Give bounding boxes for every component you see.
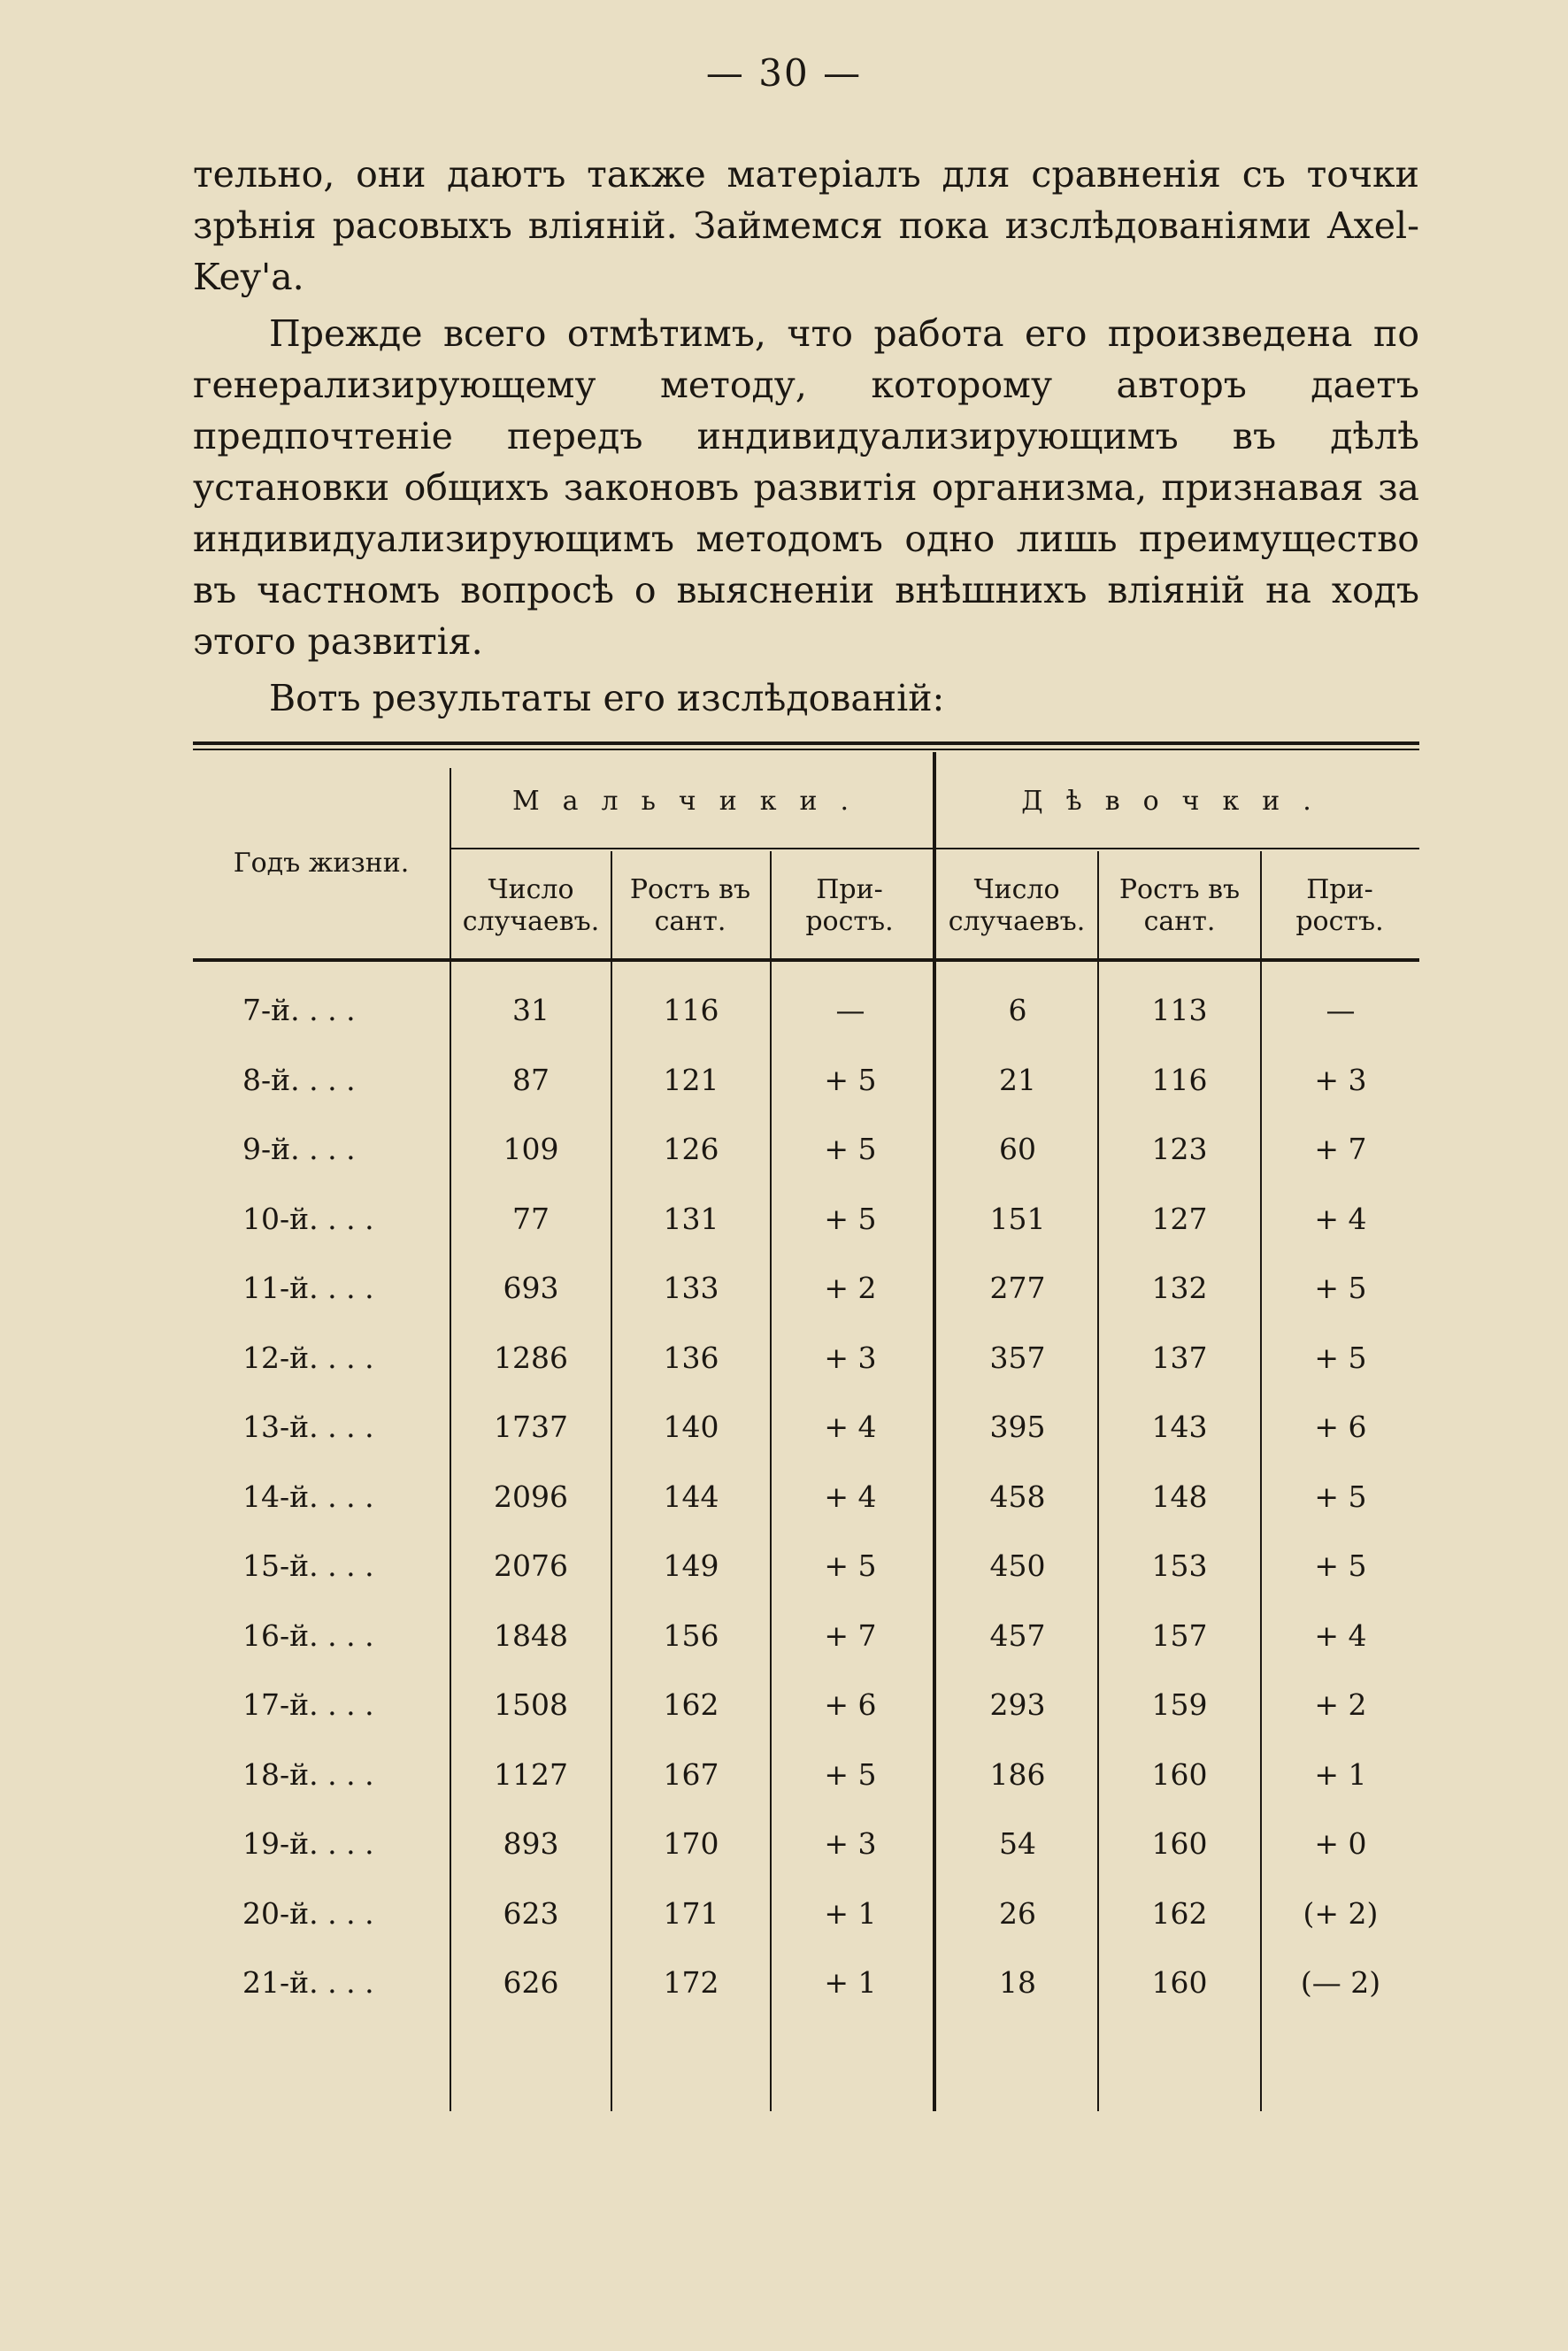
girls-growth-cell: + 0 <box>1314 1826 1367 1861</box>
table-row <box>193 993 1419 1037</box>
boys-height-cell: 126 <box>663 1132 719 1166</box>
table-row <box>193 1896 1419 1940</box>
table-row <box>193 1548 1419 1593</box>
table-row <box>193 1202 1419 1246</box>
year-cell: 9-й. . . . <box>242 1132 356 1166</box>
boys-height-cell: 116 <box>663 993 719 1027</box>
table-row <box>193 1618 1419 1663</box>
boys-cases-cell: 77 <box>512 1202 550 1236</box>
girls-growth-cell: (+ 2) <box>1303 1896 1379 1931</box>
girls-height-cell: 116 <box>1151 1063 1208 1097</box>
boys-growth-cell: + 2 <box>824 1271 877 1305</box>
girls-growth-header: При-ростъ. <box>1295 874 1384 937</box>
boys-cases-cell: 1286 <box>494 1341 568 1375</box>
girls-height-cell: 123 <box>1151 1132 1208 1166</box>
boys-cases-cell: 1127 <box>494 1757 568 1792</box>
boys-cases-cell: 109 <box>503 1132 559 1166</box>
girls-cases-cell: 457 <box>989 1618 1046 1653</box>
boys-height-cell: 170 <box>663 1826 719 1861</box>
girls-growth-cell: + 2 <box>1314 1687 1367 1722</box>
table-row <box>193 1826 1419 1871</box>
girls-cases-cell: 151 <box>989 1202 1046 1236</box>
boys-cases-cell: 2076 <box>494 1548 568 1583</box>
boys-height-cell: 133 <box>663 1271 719 1305</box>
boys-growth-cell: — <box>835 993 865 1027</box>
year-cell: 7-й. . . . <box>242 993 356 1027</box>
table-row <box>193 1687 1419 1732</box>
girls-growth-cell: + 5 <box>1314 1479 1367 1514</box>
girls-growth-cell: + 5 <box>1314 1271 1367 1305</box>
boys-height-cell: 140 <box>663 1410 719 1444</box>
girls-growth-cell: — <box>1326 993 1356 1027</box>
table-row <box>193 1271 1419 1315</box>
girls-cases-cell: 450 <box>989 1548 1046 1583</box>
body-text <box>193 149 1419 724</box>
girls-height-cell: 153 <box>1151 1548 1208 1583</box>
boys-cases-cell: 31 <box>512 993 550 1027</box>
year-cell: 21-й. . . . <box>242 1965 374 2000</box>
boys-growth-cell: + 5 <box>824 1202 877 1236</box>
boys-height-header: Ростъ въ сант. <box>629 874 751 937</box>
boys-growth-cell: + 5 <box>824 1063 877 1097</box>
year-cell: 19-й. . . . <box>242 1826 374 1861</box>
boys-growth-cell: + 3 <box>824 1826 877 1861</box>
girls-growth-cell: + 6 <box>1314 1410 1367 1444</box>
boys-growth-cell: + 6 <box>824 1687 877 1722</box>
girls-growth-cell: + 5 <box>1314 1548 1367 1583</box>
girls-height-cell: 127 <box>1151 1202 1208 1236</box>
girls-cases-cell: 54 <box>999 1826 1036 1861</box>
boys-height-cell: 171 <box>663 1896 719 1931</box>
boys-cases-cell: 693 <box>503 1271 559 1305</box>
year-cell: 12-й. . . . <box>242 1341 374 1375</box>
table-row <box>193 1341 1419 1385</box>
boys-height-cell: 167 <box>663 1757 719 1792</box>
girls-growth-cell: + 4 <box>1314 1618 1367 1653</box>
girls-height-cell: 143 <box>1151 1410 1208 1444</box>
girls-cases-cell: 18 <box>999 1965 1036 2000</box>
boys-cases-cell: 87 <box>512 1063 550 1097</box>
year-cell: 15-й. . . . <box>242 1548 374 1583</box>
boys-growth-cell: + 4 <box>824 1410 877 1444</box>
girls-growth-cell: (— 2) <box>1300 1965 1381 2000</box>
boys-height-cell: 156 <box>663 1618 719 1653</box>
boys-growth-cell: + 3 <box>824 1341 877 1375</box>
girls-height-cell: 148 <box>1151 1479 1208 1514</box>
year-cell: 18-й. . . . <box>242 1757 374 1792</box>
page-number: — 30 — <box>705 51 863 95</box>
year-cell: 17-й. . . . <box>242 1687 374 1722</box>
table-top-rule <box>193 741 1419 745</box>
girls-growth-cell: + 1 <box>1314 1757 1367 1792</box>
boys-growth-cell: + 5 <box>824 1757 877 1792</box>
girls-height-cell: 160 <box>1151 1757 1208 1792</box>
height-table <box>193 741 1419 2111</box>
girls-cases-cell: 21 <box>999 1063 1036 1097</box>
girls-cases-cell: 26 <box>999 1896 1036 1931</box>
table-row <box>193 1479 1419 1524</box>
table-header-rule <box>193 958 1419 962</box>
table-row <box>193 1132 1419 1176</box>
table-row <box>193 1063 1419 1107</box>
boys-cases-cell: 623 <box>503 1896 559 1931</box>
boys-growth-header: При-ростъ. <box>805 874 894 937</box>
paragraph-1: тельно, они даютъ также матеріалъ для сравненія съ точки зрѣнія расовыхъ вліяній. Займемся пока изслѣдованіями Axel-Key'а. <box>193 153 1419 298</box>
table-top-rule-2 <box>193 749 1419 750</box>
girls-growth-cell: + 4 <box>1314 1202 1367 1236</box>
boys-cases-cell: 893 <box>503 1826 559 1861</box>
girls-height-cell: 160 <box>1151 1965 1208 2000</box>
boys-growth-cell: + 4 <box>824 1479 877 1514</box>
boys-height-cell: 149 <box>663 1548 719 1583</box>
year-cell: 13-й. . . . <box>242 1410 374 1444</box>
boys-cases-cell: 1508 <box>494 1687 568 1722</box>
girls-cases-cell: 293 <box>989 1687 1046 1722</box>
boys-growth-cell: + 5 <box>824 1548 877 1583</box>
boys-header: Мальчики. <box>511 786 872 817</box>
paragraph-2: Прежде всего отмѣтимъ, что работа его произведена по генерализирующему методу, которому авторъ даетъ предпочтеніе передъ индивидуализирующимъ въ дѣлѣ установки общихъ законовъ развитія организма, признавая за индивидуализирующимъ методомъ одно лишь преимущество въ частномъ вопросѣ о выясненіи внѣшнихъ вліяній на ходъ этого развитія. <box>193 312 1419 663</box>
group-header-rule <box>451 848 1419 849</box>
girls-cases-cell: 186 <box>989 1757 1046 1792</box>
girls-height-cell: 132 <box>1151 1271 1208 1305</box>
girls-cases-cell: 357 <box>989 1341 1046 1375</box>
girls-cases-cell: 60 <box>999 1132 1036 1166</box>
girls-header: Дѣвочки. <box>1021 786 1334 817</box>
table-row <box>193 1410 1419 1454</box>
table-row <box>193 1757 1419 1802</box>
boys-height-cell: 162 <box>663 1687 719 1722</box>
year-header: Годъ жизни. <box>233 848 410 879</box>
boys-cases-cell: 626 <box>503 1965 559 2000</box>
year-cell: 11-й. . . . <box>242 1271 374 1305</box>
girls-height-cell: 160 <box>1151 1826 1208 1861</box>
boys-cases-cell: 2096 <box>494 1479 568 1514</box>
boys-cases-cell: 1737 <box>494 1410 568 1444</box>
girls-height-cell: 113 <box>1151 993 1208 1027</box>
boys-height-cell: 121 <box>663 1063 719 1097</box>
year-cell: 10-й. . . . <box>242 1202 374 1236</box>
girls-cases-cell: 395 <box>989 1410 1046 1444</box>
girls-growth-cell: + 3 <box>1314 1063 1367 1097</box>
girls-height-cell: 159 <box>1151 1687 1208 1722</box>
table-row <box>193 1965 1419 2009</box>
year-cell: 8-й. . . . <box>242 1063 356 1097</box>
year-cell: 16-й. . . . <box>242 1618 374 1653</box>
year-cell: 14-й. . . . <box>242 1479 374 1514</box>
girls-cases-cell: 6 <box>1008 993 1027 1027</box>
girls-cases-cell: 277 <box>989 1271 1046 1305</box>
girls-height-cell: 137 <box>1151 1341 1208 1375</box>
girls-height-header: Ростъ въ сант. <box>1118 874 1241 937</box>
boys-cases-cell: 1848 <box>494 1618 568 1653</box>
boys-cases-header: Число случаевъ. <box>462 874 600 937</box>
girls-height-cell: 157 <box>1151 1618 1208 1653</box>
boys-height-cell: 136 <box>663 1341 719 1375</box>
year-cell: 20-й. . . . <box>242 1896 374 1931</box>
girls-cases-header: Число случаевъ. <box>948 874 1086 937</box>
boys-height-cell: 144 <box>663 1479 719 1514</box>
boys-height-cell: 131 <box>663 1202 719 1236</box>
girls-growth-cell: + 7 <box>1314 1132 1367 1166</box>
boys-growth-cell: + 1 <box>824 1896 877 1931</box>
girls-growth-cell: + 5 <box>1314 1341 1367 1375</box>
boys-height-cell: 172 <box>663 1965 719 2000</box>
paragraph-3: Вотъ результаты его изслѣдованій: <box>269 677 945 719</box>
boys-growth-cell: + 1 <box>824 1965 877 2000</box>
boys-growth-cell: + 7 <box>824 1618 877 1653</box>
boys-growth-cell: + 5 <box>824 1132 877 1166</box>
girls-height-cell: 162 <box>1151 1896 1208 1931</box>
girls-cases-cell: 458 <box>989 1479 1046 1514</box>
